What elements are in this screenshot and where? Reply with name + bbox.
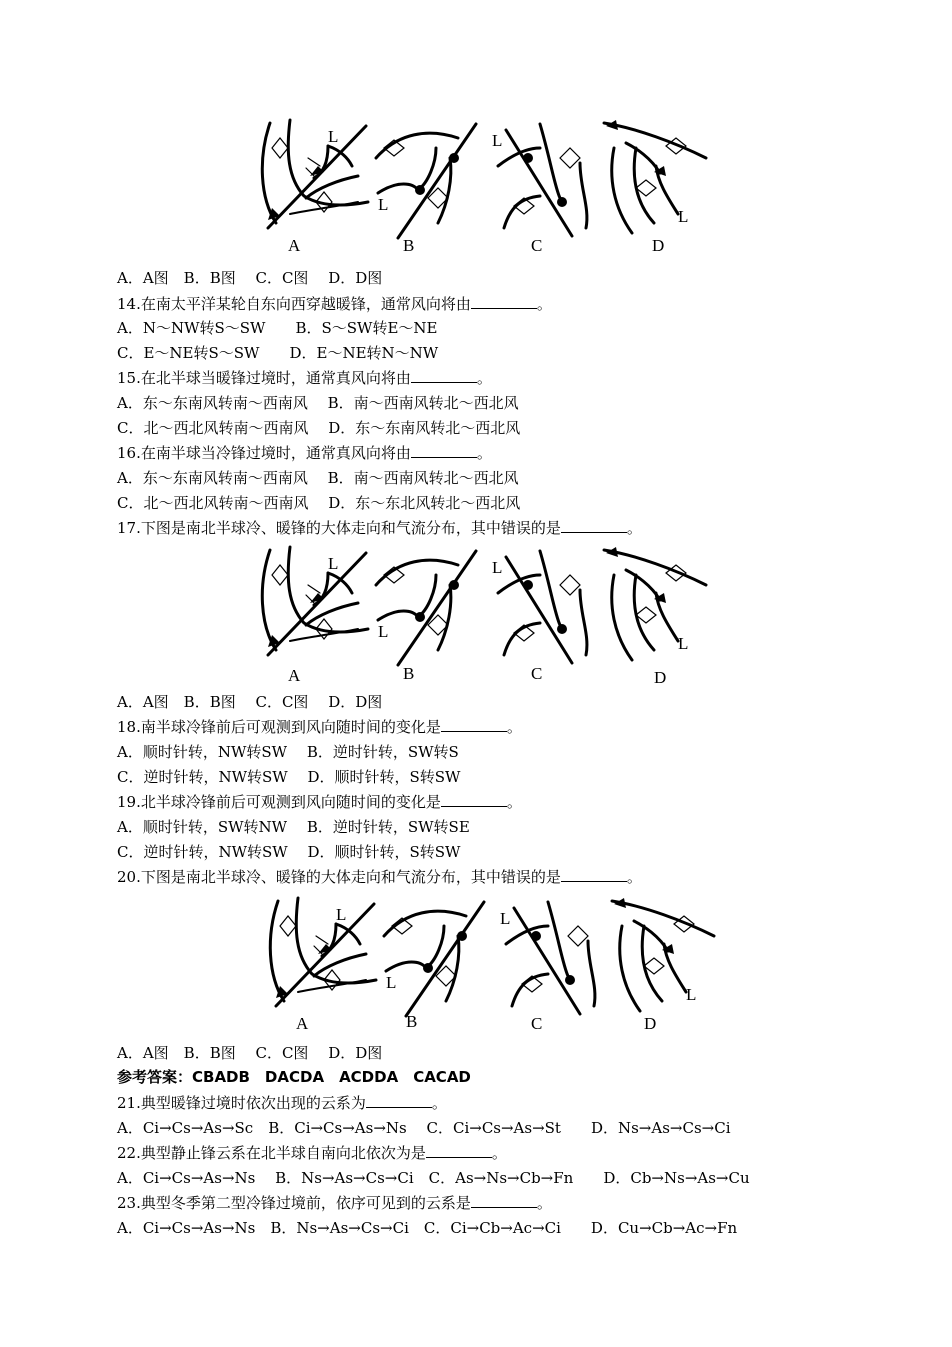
q14-stem: 14.在南太平洋某轮自东向西穿越暖锋，通常风向将由 。 [117,295,552,313]
panel-c [500,902,595,1014]
panel-a [270,898,376,1006]
answer-blank [471,294,537,309]
figure-label-a: A [288,236,301,255]
q14-options-2: C．E～NE转S～SW D．E～NE转N～NW [117,344,439,362]
answer-blank [411,368,477,383]
svg-text:L: L [678,634,689,653]
figure-label-b: B [403,236,415,255]
figure-3-labels [256,1012,726,1036]
panel-a [262,120,368,228]
panel-b [376,124,476,238]
q18-options-1: A．顺时针转，NW转SW B．逆时针转，SW转S [117,743,459,761]
q19-stem: 19.北半球冷锋前后可观测到风向随时间的变化是 。 [117,793,522,811]
svg-text:L: L [378,622,389,641]
answer-blank [471,1193,537,1208]
figure-label-d: D [652,236,665,255]
figure-1-labels [248,236,718,260]
answer-blank [561,867,627,882]
q20-options: A．A图 B．B图 C．C图 D．D图 [117,1044,383,1062]
figure-label-c: C [531,236,543,255]
answer-blank [561,518,627,533]
q21-options: A．Ci→Cs→As→Sc B．Ci→Cs→As→Ns C．Ci→Cs→As→St D．Ns→As→Cs→Ci [117,1119,731,1137]
panel-b [376,551,476,665]
q17-options: A．A图 B．B图 C．C图 D．D图 [117,693,383,711]
panel-a [262,547,368,655]
figure-label-d: D [644,1014,657,1033]
front-figure-3 [256,896,726,1026]
svg-text:L: L [678,207,689,226]
answer-blank [441,717,507,732]
q22-stem: 22.典型静止锋云系在北半球自南向北依次为是 。 [117,1144,507,1162]
q15-stem: 15.在北半球当暖锋过境时，通常真风向将由 。 [117,369,492,387]
q23-stem: 23.典型冬季第二型冷锋过境前，依序可见到的云系是 。 [117,1194,552,1212]
figure-label-c: C [531,664,543,683]
low-label: L [328,554,339,573]
svg-text:L: L [492,131,503,150]
q22-options: A．Ci→Cs→As→Ns B．Ns→As→Cs→Ci C．As→Ns→Cb→Fn D．Cb→Ns→As→Cu [117,1169,750,1187]
q16-options-2: C．北～西北风转南～西南风 D．东～东北风转北～西北风 [117,494,521,512]
svg-text:L: L [686,985,697,1004]
panel-d [612,898,714,1011]
figure-label-c: C [531,1014,543,1033]
figure-label-a: A [288,666,301,685]
q17-stem: 17.下图是南北半球冷、暖锋的大体走向和气流分布，其中错误的是 。 [117,519,642,537]
svg-text:L: L [492,558,503,577]
figure-label-b: B [403,664,415,683]
figure-label-d: D [654,668,667,687]
q16-options-1: A．东～东南风转南～西南风 B．南～西南风转北～西北风 [117,469,519,487]
answer-blank [411,443,477,458]
answer-blank [426,1143,492,1158]
panel-b [384,902,484,1016]
answer-key: 参考答案：CBADB DACDA ACDDA CACAD [117,1068,471,1086]
answer-blank [366,1093,432,1108]
panel-c [492,124,587,236]
q18-stem: 18.南半球冷锋前后可观测到风向随时间的变化是 。 [117,718,522,736]
figure-label-a: A [296,1014,309,1033]
q15-options-2: C．北～西北风转南～西南风 D．东～东南风转北～西北风 [117,419,521,437]
q18-options-2: C．逆时针转，NW转SW D．顺时针转，S转SW [117,768,461,786]
q21-stem: 21.典型暖锋过境时依次出现的云系为 。 [117,1094,447,1112]
figure-label-b: B [406,1012,418,1031]
svg-text:L: L [386,973,397,992]
q16-stem: 16.在南半球当冷锋过境时，通常真风向将由 。 [117,444,492,462]
q20-stem: 20.下图是南北半球冷、暖锋的大体走向和气流分布，其中错误的是 。 [117,868,642,886]
q19-options-2: C．逆时针转，NW转SW D．顺时针转，S转SW [117,843,461,861]
svg-text:L: L [378,195,389,214]
low-label: L [336,905,347,924]
figure-2-labels [248,664,718,688]
q15-options-1: A．东～东南风转南～西南风 B．南～西南风转北～西北风 [117,394,519,412]
q23-options: A．Ci→Cs→As→Ns B．Ns→As→Cs→Ci C．Ci→Cb→Ac→Ci D．Cu→Cb→Ac→Fn [117,1219,738,1237]
svg-text:L: L [500,909,511,928]
q13-options: A．A图 B．B图 C．C图 D．D图 [117,269,383,287]
panel-d [604,120,706,233]
q19-options-1: A．顺时针转，SW转NW B．逆时针转，SW转SE [117,818,470,836]
answer-blank [441,792,507,807]
panel-c [492,551,587,663]
q14-options-1: A．N～NW转S～SW B．S～SW转E～NE [117,319,438,337]
low-label: L [328,127,339,146]
panel-d [604,547,706,660]
